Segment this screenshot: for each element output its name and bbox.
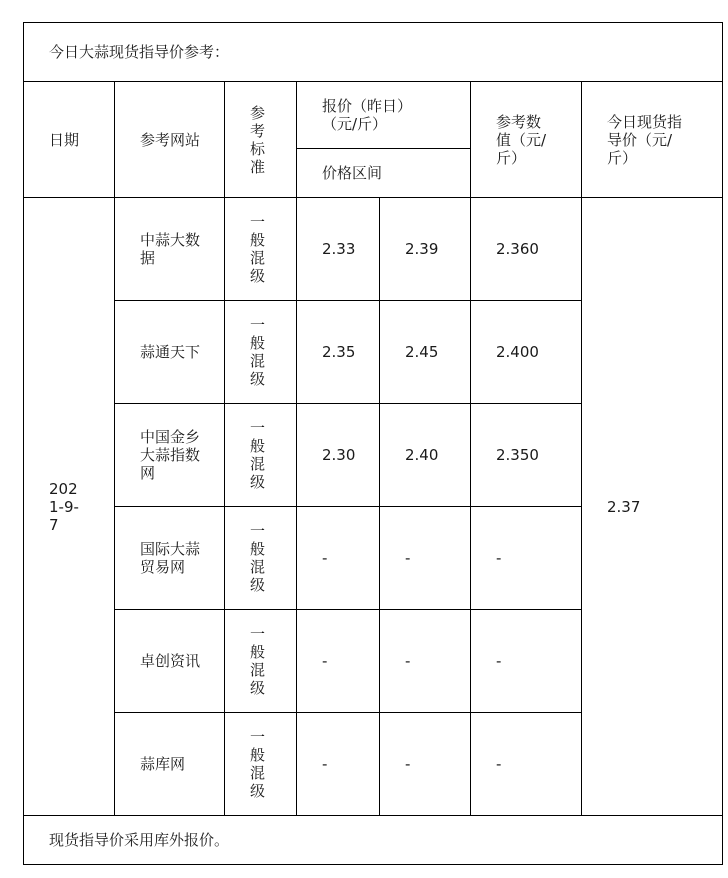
header-site: 参考网站 xyxy=(115,82,225,198)
price-low-cell: 2.33 xyxy=(297,198,380,301)
price-high-cell: - xyxy=(380,507,471,610)
standard-cell: 一般混级 xyxy=(225,404,297,507)
standard-cell: 一般混级 xyxy=(225,610,297,713)
ref-value-cell: 2.350 xyxy=(471,404,582,507)
header-ref-value: 参考数值（元/斤） xyxy=(471,82,582,198)
site-cell: 蒜库网 xyxy=(115,713,225,816)
header-guide-price: 今日现货指导价（元/斤） xyxy=(582,82,723,198)
standard-cell: 一般混级 xyxy=(225,198,297,301)
ref-value-cell: - xyxy=(471,507,582,610)
header-date: 日期 xyxy=(24,82,115,198)
site-cell: 蒜通天下 xyxy=(115,301,225,404)
ref-value-cell: - xyxy=(471,713,582,816)
site-cell: 中国金乡大蒜指数网 xyxy=(115,404,225,507)
price-low-cell: - xyxy=(297,713,380,816)
price-low-cell: - xyxy=(297,610,380,713)
ref-value-cell: - xyxy=(471,610,582,713)
header-price-range: 价格区间 xyxy=(297,149,471,198)
site-cell: 卓创资讯 xyxy=(115,610,225,713)
notice-title: 今日大蒜现货指导价参考： xyxy=(24,23,723,82)
site-cell: 中蒜大数据 xyxy=(115,198,225,301)
price-high-cell: 2.40 xyxy=(380,404,471,507)
ref-value-cell: 2.400 xyxy=(471,301,582,404)
header-quote: 报价（昨日）（元/斤） xyxy=(297,82,471,149)
price-high-cell: - xyxy=(380,713,471,816)
date-cell: 2021-9-7 xyxy=(24,198,115,816)
guide-price-cell: 2.37 xyxy=(582,198,723,816)
site-cell: 国际大蒜贸易网 xyxy=(115,507,225,610)
price-high-cell: 2.45 xyxy=(380,301,471,404)
price-low-cell: 2.30 xyxy=(297,404,380,507)
standard-cell: 一般混级 xyxy=(225,301,297,404)
price-high-cell: - xyxy=(380,610,471,713)
price-low-cell: 2.35 xyxy=(297,301,380,404)
standard-cell: 一般混级 xyxy=(225,713,297,816)
price-table xyxy=(23,22,723,865)
ref-value-cell: 2.360 xyxy=(471,198,582,301)
price-low-cell: - xyxy=(297,507,380,610)
price-high-cell: 2.39 xyxy=(380,198,471,301)
footer-note: 现货指导价采用库外报价。 xyxy=(24,816,723,865)
standard-cell: 一般混级 xyxy=(225,507,297,610)
header-standard: 参考标准 xyxy=(225,82,297,198)
table-row xyxy=(24,198,723,301)
